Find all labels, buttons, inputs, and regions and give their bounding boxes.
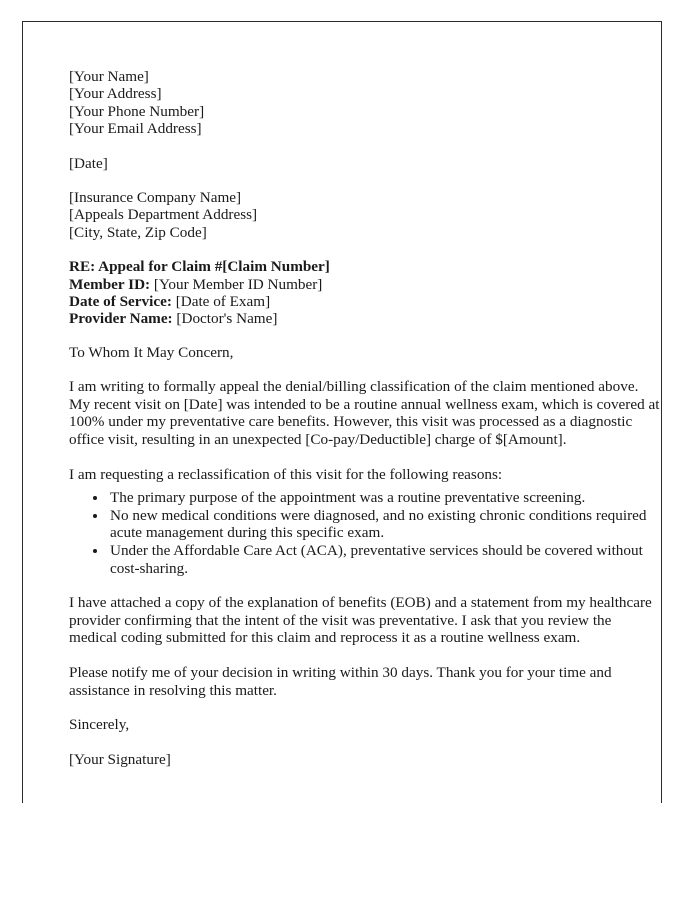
paragraph-attachments: I have attached a copy of the explanation of benefits (EOB) and a statement from my healthcare provider confirming that the intent of the visit was preventative. I ask that you review the medical coding submitted for this claim and reprocess it as a routine wellness exam. [69,594,652,647]
date-of-service-value: [Date of Exam] [175,293,271,311]
sender-phone-line: [Your Phone Number] [69,102,205,120]
spacer-after-attachments [69,647,661,664]
paragraph-request-lead-in: I am requesting a reclassification of this visit for the following reasons: [69,465,503,483]
sender-email-line: [Your Email Address] [69,120,202,138]
spacer-after-salutation [69,361,661,378]
spacer-after-intro [69,449,661,466]
paragraph-closing-request: Please notify me of your decision in writing within 30 days. Thank you for your time and assistance in resolving this matter. [69,664,612,699]
date-of-service-label: Date of Service: [69,293,172,311]
spacer-after-date [69,172,661,189]
valediction: Sincerely, [69,716,130,734]
reasons-list [69,489,661,577]
spacer-after-reasons [69,577,661,594]
paragraph-intro: I am writing to formally appeal the denial/billing classification of the claim mentioned above. My recent visit on [Date] was intended to be a routine annual wellness exam, which is covered at 100% under my preventative care benefits. However, this visit was processed as a diagnostic office visit, resulting in an unexpected [Co-pay/Deductible] charge of $[Amount]. [69,378,660,449]
provider-name-label: Provider Name: [69,310,173,328]
date-of-service-line [69,293,661,310]
signature-placeholder: [Your Signature] [69,750,171,768]
letter-body [69,68,661,768]
provider-name-line [69,310,661,327]
spacer-after-sender [69,138,661,155]
member-id-line [69,276,661,293]
member-id-value-text: [Your Member ID Number] [153,275,323,293]
recipient-address-block [69,189,661,241]
spacer-before-signature [69,734,661,751]
list-item: • No new medical conditions were diagnosed, and no existing chronic conditions required acute management during this specific exam. [108,507,661,542]
list-item: • Under the Affordable Care Act (ACA), preventative services should be covered without cost-sharing. [108,542,661,577]
list-item: • The primary purpose of the appointment was a routine preventative screening. [108,489,661,507]
recipient-department-line: [Appeals Department Address] [69,206,258,224]
reference-block [69,258,661,328]
sender-name-line: [Your Name] [69,68,149,85]
date-block [69,155,661,172]
sender-address-block [69,68,661,138]
document-page-frame [22,21,662,803]
provider-name-value: [Doctor's Name] [176,310,278,328]
sender-address-line: [Your Address] [69,85,162,103]
recipient-city-state-zip-line: [City, State, Zip Code] [69,223,207,241]
recipient-company-line: [Insurance Company Name] [69,189,242,207]
spacer-before-salutation [69,328,661,344]
letter-date: [Date] [69,154,108,172]
subject-line: RE: Appeal for Claim #[Claim Number] [69,258,330,276]
spacer-before-valediction [69,699,661,716]
salutation: To Whom It May Concern, [69,343,234,361]
member-id-label: Member ID: [69,275,151,293]
spacer-after-recipient [69,241,661,258]
